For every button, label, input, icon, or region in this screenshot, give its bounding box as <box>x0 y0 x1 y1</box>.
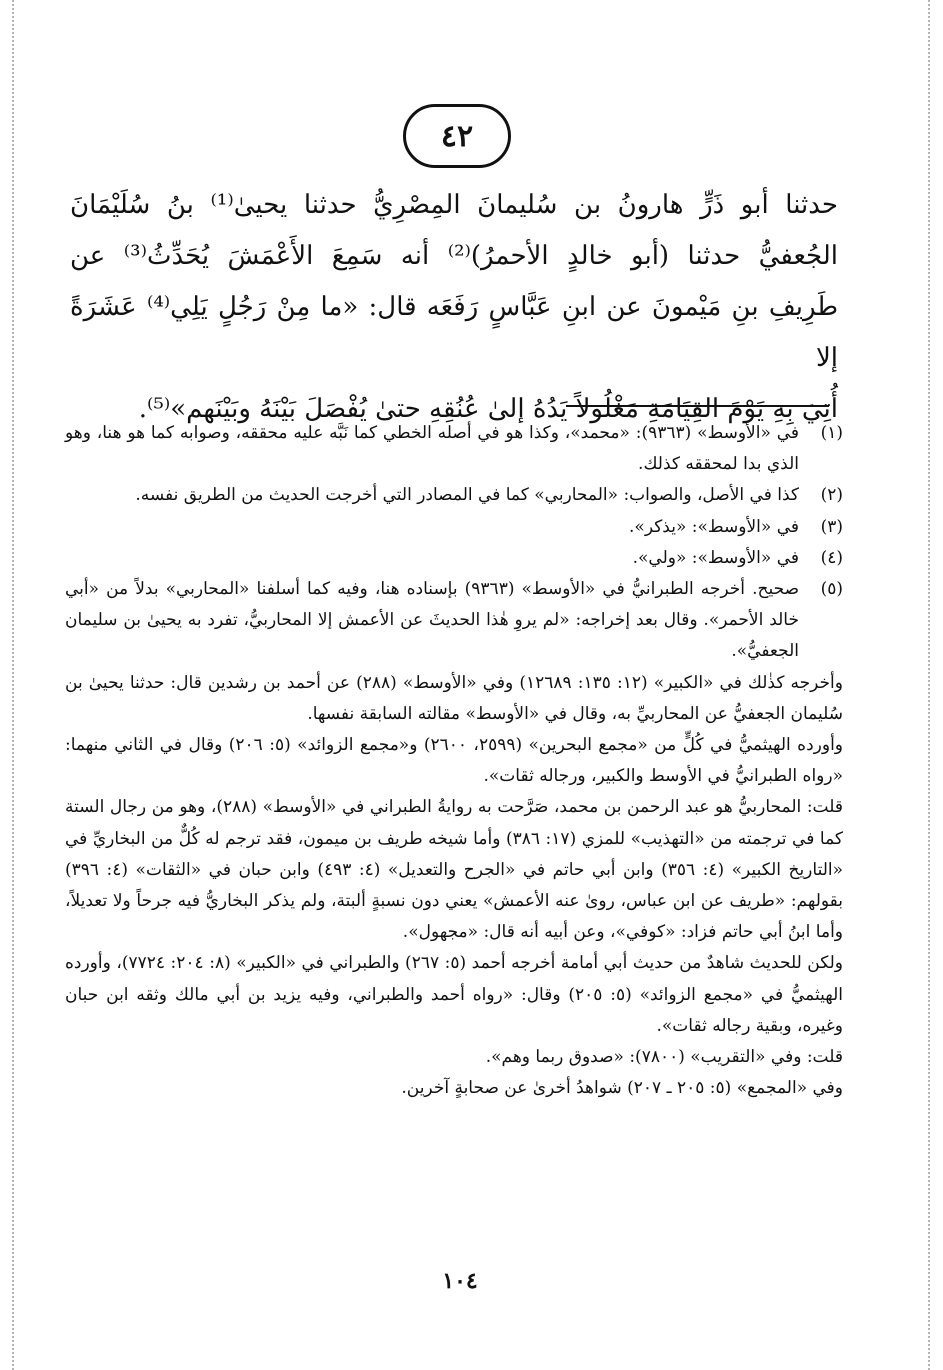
footnote-paragraph: وأورده الهيثميُّ في كُلٍّ من «مجمع البحرين» (٢٥٩٩، ٢٦٠٠) و«مجمع الزوائد» (٥: ٢٠٦) وقال في الثاني منهما: «رواه الطبرانيُّ في الأوسط والكبير، ورجاله ثقات». <box>65 735 843 787</box>
footnote-number: (٣) <box>820 516 843 537</box>
footnote-paragraph: قلت: المحاربيُّ هو عبد الرحمن بن محمد، صَرَّحت به روايةُ الطبراني في «الأوسط» (٢٨٨)، وهو من رجال الستة كما في ترجمته من «التهذيب» للمزي (١٧: ٣٨٦) وأما شيخه طريف بن ميمون، فقد ترجم له كُلٌّ من البخاريِّ في «التاريخ الكبير» (٤: ٣٥٦) وابن أبي حاتم في «الجرح والتعديل» (٤: ٤٩٣) وابن حبان في «الثقات» (٤: ٣٩٦) بقولهم: «طريف عن ابن عباس، روىٰ عنه الأعمش» يعني دون نسبةٍ ألبتة، ولم يذكر البخاريُّ فيه جرحاً ولا تعديلاً، وأما ابنُ أبي حاتم فزاد: «كوفي»، وعن أبيه أنه قال: «مجهول». <box>65 797 844 943</box>
footnote-number: (٢) <box>820 485 843 506</box>
footnote-body <box>65 543 799 574</box>
footnote-number: (١) <box>820 423 843 443</box>
footnote-paragraph: في «الأوسط»: «يذكر». <box>629 516 799 537</box>
hadith-line: طَرِيفِ بنِ مَيْمونَ عن ابنِ عَبَّاسٍ رَفَعَه قال: «ما مِنْ رَجُلٍ يَلِي⁽⁴⁾ عَشَرَةً إلا <box>70 292 839 373</box>
footnote-paragraph: في «الأوسط»: «ولي». <box>632 547 799 568</box>
footnote-3 <box>65 512 843 543</box>
footnote-paragraph: وأخرجه كذٰلك في «الكبير» (١٢: ١٣٥: ١٢٦٨٩) وفي «الأوسط» (٢٨٨) عن أحمد بن رشدين قال: حدثنا يحيىٰ بن سُليمان الجعفيُّ عن المحاربيِّ به، وقال في «الأوسط» مقالته السابقة نفسها. <box>65 672 843 724</box>
footnote-divider <box>566 405 829 407</box>
footnote-body <box>65 418 799 480</box>
hadith-number-badge <box>403 104 511 168</box>
footnote-body <box>65 574 799 668</box>
footnote-4 <box>65 543 843 574</box>
footnote-body <box>65 480 799 511</box>
left-margin-dots <box>12 0 14 1370</box>
footnote-paragraph: في «الأوسط» (٩٣٦٣): «محمد»، وكذا هو في أصله الخطي كما نَبَّه عليه محققه، وصوابه كما هو هنا، وهو الذي بدا لمحققه كذلك. <box>65 423 799 475</box>
page-number: ١٠٤ <box>442 1268 478 1294</box>
hadith-text <box>70 180 838 435</box>
hadith-number: ٤٢ <box>440 118 474 154</box>
footnote-paragraph: ولكن للحديث شاهدٌ من حديث أبي أمامة أخرجه أحمد (٥: ٢٦٧) والطبراني في «الكبير» (٨: ٢٠٤: ٧٧٢٤)، وأورده الهيثميُّ في «مجمع الزوائد» (٥: ٢٠٥) وقال: «رواه أحمد والطبراني، وفيه يزيد بن أبي مالك وثقه ابن حبان وغيره، وبقية رجاله ثقات». <box>65 953 844 1036</box>
footnotes <box>65 418 843 1104</box>
footnote-1 <box>65 418 843 480</box>
footnote-paragraph: قلت: وفي «التقريب» (٧٨٠٠): «صدوق ربما وهم». <box>485 1047 843 1068</box>
footnote-body <box>65 512 799 543</box>
hadith-line: الجُعفيُّ حدثنا (أبو خالدٍ الأحمرُ)⁽²⁾ أنه سَمِعَ الأَعْمَشَ يُحَدِّثُ⁽³⁾ عن <box>70 241 838 271</box>
footnote-number: (٤) <box>820 547 843 568</box>
footnote-5 <box>65 574 843 668</box>
right-margin-dots <box>928 0 930 1370</box>
footnote-paragraph: كذا في الأصل، والصواب: «المحاربي» كما في المصادر التي أخرجت الحديث من الطريق نفسه. <box>135 485 799 506</box>
footnote-2 <box>65 480 843 511</box>
footnote-body <box>65 668 843 1105</box>
hadith-line: أُتِيَ بِهِ يَوْمَ القِيَامَةِ مَغْلُولاً يَدُهُ إلىٰ عُنُقِهِ حتىٰ يُفْصَلَ بَيْنَهُ وبَيْنَهم»⁽⁵⁾. <box>138 394 838 424</box>
footnote-paragraph: وفي «المجمع» (٥: ٢٠٥ ـ ٢٠٧) شواهدُ أخرىٰ عن صحابةٍ آخرين. <box>401 1078 843 1099</box>
hadith-line: حدثنا أبو ذَرٍّ هارونُ بن سُليمانَ المِصْرِيُّ حدثنا يحيىٰ⁽¹⁾ بنُ سُلَيْمَانَ <box>70 190 838 220</box>
footnote-5-continued <box>65 668 843 1105</box>
footnote-paragraph: صحيح. أخرجه الطبرانيُّ في «الأوسط» (٩٣٦٣) بإسناده هنا، وفيه كما أسلفنا «المحاربي» بدلاً من «أبي خالد الأحمر». وقال بعد إخراجه: «لم يروِ هٰذا الحديثَ عن الأعمش إلا المحاربيُّ، تفرد به يحيىٰ بن سليمان الجعفيُّ». <box>65 579 800 662</box>
footnote-number: (٥) <box>820 579 843 600</box>
